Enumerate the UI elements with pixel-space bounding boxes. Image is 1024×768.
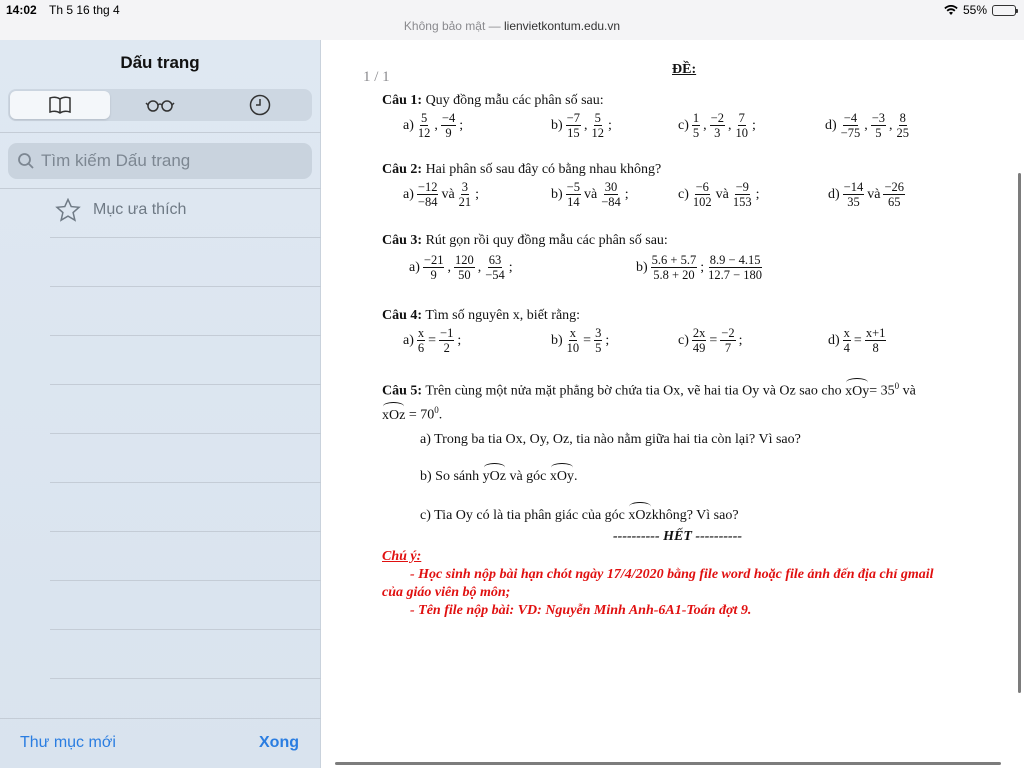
comma: , [889,117,893,133]
fraction-numerator: −4 [441,111,456,125]
end-marker: ---------- HẾT ---------- [613,529,743,544]
note-line-2: - Tên file nộp bài: VD: Nguyễn Minh Anh-6A1-Toán đợt 9. [410,603,752,618]
angle-yoz: yOz [482,469,506,484]
list-row-divider [50,531,321,532]
fraction-numerator: x [569,326,577,340]
status-bar [0,0,1024,20]
item-letter: c) [678,117,689,133]
fraction-denominator: 9 [445,126,452,140]
semicolon: ; [459,117,464,133]
q5-and: và [902,383,916,399]
fraction-numerator: 63 [488,253,502,267]
fraction-numerator: 5 [421,111,428,125]
fraction [843,180,865,209]
fraction [896,111,911,140]
q3-item-b [636,253,763,282]
q3-label: Câu 3: [382,233,423,248]
sidebar-segmented-control [8,89,312,121]
comma: , [583,117,588,133]
question-4 [382,308,580,324]
fraction-numerator: −5 [566,180,580,194]
fraction-numerator: x [843,326,850,340]
url-domain: lienvietkontum.edu.vn [504,19,621,33]
equals: = [709,332,718,348]
fraction-denominator: 49 [692,341,706,355]
item-letter: d) [828,332,840,348]
sidebar-title: Dấu trang [120,53,200,72]
comma: , [727,117,732,133]
new-folder-button[interactable]: Thư mục mới [20,734,116,751]
fraction [692,326,707,355]
battery-icon [992,5,1016,16]
fraction-denominator: 5.8 + 20 [653,268,695,282]
fraction [883,180,905,209]
fraction-denominator: 102 [692,195,712,209]
fraction-denominator: 9 [430,268,437,282]
status-date: Th 5 16 thg 4 [49,3,120,17]
q5-part-c [420,508,739,524]
q2-item [678,180,760,209]
fraction-denominator: 4 [843,341,850,355]
fraction [871,111,886,140]
bookmark-search[interactable] [8,143,312,179]
list-row-divider [50,580,321,581]
q1-item [403,111,463,140]
fraction-numerator: 120 [454,253,474,267]
fraction-denominator: 50 [458,268,471,282]
horizontal-scrollbar[interactable] [335,762,1001,765]
fraction-numerator: 1 [692,111,700,125]
q1-item [678,111,756,140]
angle-xoz-value: = 70 [408,407,435,423]
fraction [484,253,506,282]
fraction-denominator: 7 [724,341,732,355]
q4-item [828,326,886,355]
fraction-denominator: 15 [567,126,580,140]
fraction-numerator: 2x [692,326,706,340]
page-counter: 1 / 1 [363,69,390,85]
angle-xoy: xOy [845,383,870,399]
fraction [692,180,713,209]
sidebar-divider [0,188,321,189]
fraction-denominator: 5 [692,126,700,140]
list-row-divider [50,335,321,336]
fraction-denominator: 5 [595,341,602,355]
fraction-numerator: −12 [417,180,438,194]
q1-text: Quy đồng mẫu các phân số sau: [425,93,604,108]
and-word: và [867,186,881,202]
comma: , [477,259,482,275]
fraction-denominator: 65 [887,195,901,209]
fraction-numerator: −9 [735,180,749,194]
fraction [600,180,622,209]
q5b-mid: và góc [509,469,547,484]
list-row-divider [50,482,321,483]
fraction-numerator: −7 [566,111,580,125]
fraction [566,326,581,355]
q5-part-b: b) So sánh yOz và góc xOy. [420,469,578,484]
question-5-cont: xOz = $70^0$. [382,405,443,423]
q5-label: Câu 5: [382,383,423,399]
item-letter: d) [825,117,837,133]
battery-percent: 55% [962,3,987,17]
fraction-denominator: 35 [847,195,860,209]
item-letter: c) [678,332,689,348]
list-row-divider [50,384,321,385]
clock-icon [249,94,271,116]
fraction [590,111,605,140]
fraction-numerator: −4 [843,111,858,125]
q1-label: Câu 1: [382,93,423,108]
fraction-numerator: 3 [595,326,602,340]
wifi-icon [944,5,958,16]
done-button[interactable]: Xong [259,734,299,751]
fraction-denominator: 8 [872,341,879,355]
fraction [840,111,862,140]
q2-label: Câu 2: [382,162,423,177]
item-letter: a) [403,332,414,348]
q5-part-a: a) Trong ba tia Ox, Oy, Oz, tia nào nằm giữa hai tia còn lại? Vì sao? [420,432,801,447]
fraction-numerator: 8 [899,111,906,125]
book-icon [48,95,72,115]
fraction-denominator: 14 [567,195,580,209]
semicolon: ; [457,332,462,348]
q2-text: Hai phân số sau đây có bằng nhau không? [425,162,662,177]
list-row-divider [50,678,321,679]
fraction-numerator: −2 [721,326,735,340]
fraction-numerator: −6 [695,180,709,194]
fraction-numerator: x [417,326,425,340]
vertical-scrollbar[interactable] [1018,173,1021,693]
comma: , [434,117,438,133]
semicolon: ; [475,186,480,202]
fraction-denominator: 6 [417,341,425,355]
question-5 [382,381,916,400]
equals: = [853,332,862,348]
degree-sign: 0 [894,381,900,391]
fraction [441,111,456,140]
fraction [707,253,763,282]
sidebar-divider [0,132,321,133]
fraction [458,180,473,209]
fraction-denominator: 12 [591,126,604,140]
note-title: Chú ý: [382,549,422,564]
fraction [454,253,475,282]
fraction [692,111,700,140]
tab-reading-list[interactable] [110,91,210,119]
fraction [417,326,425,355]
fraction-denominator: 12 [417,126,431,140]
equals: = [583,332,592,348]
q5b-pre: b) So sánh [420,469,480,484]
q3-text: Rút gọn rồi quy đồng mẫu các phân số sau: [425,233,668,248]
q5-text: Trên cùng một nửa mặt phẳng bờ chứa tia Ox, vẽ hai tia Oy và Oz sao cho [425,383,842,399]
q4-label: Câu 4: [382,308,423,323]
semicolon: ; [605,332,610,348]
semicolon: ; [700,259,705,275]
q2-item [828,180,905,209]
comma: , [864,117,868,133]
q4-text: Tìm số nguyên x, biết rằng: [425,308,581,323]
fraction-denominator: 21 [458,195,472,209]
fraction-denominator: 25 [896,126,910,140]
exam-heading: ĐỀ: [672,62,697,77]
fraction [439,326,454,355]
degree-sign: 0 [434,405,439,415]
sidebar-footer [0,718,321,768]
item-letter: a) [403,186,414,202]
fraction [594,326,602,355]
q5c-post: không? Vì sao? [651,508,739,523]
status-time: 14:02 [6,3,37,17]
fraction [720,326,735,355]
list-row-divider [50,286,321,287]
q4-item [403,326,461,355]
fraction [865,326,887,355]
fraction-numerator: −14 [843,180,864,194]
fraction-denominator: −75 [840,126,861,140]
glasses-icon [145,97,175,113]
semicolon: ; [607,117,612,133]
angle-xoy-value: = 35 [869,383,895,399]
q5c-pre: c) Tia Oy có là tia phân giác của góc [420,508,625,523]
fraction [734,111,749,140]
item-letter: c) [678,186,689,202]
item-letter: b) [551,186,563,202]
fraction-numerator: x+1 [865,326,886,340]
fraction-numerator: 3 [461,180,469,194]
fraction [417,111,432,140]
q1-item [825,111,910,140]
fraction-denominator: 12.7 − 180 [708,268,763,282]
note-line-1-cont: của giáo viên bộ môn; [382,585,511,600]
q1-item [551,111,612,140]
url-bar[interactable] [0,18,1024,40]
status-right [944,3,1016,17]
fraction-numerator: 30 [604,180,618,194]
list-row-divider [50,237,321,238]
angle-xoz: xOz [382,407,406,423]
fraction-denominator: −84 [417,195,438,209]
fraction [566,111,581,140]
angle-xoz-c: xOz [628,508,652,523]
fraction-numerator: 5 [594,111,601,125]
item-letter: a) [403,117,414,133]
bookmarks-sidebar [0,40,321,768]
fraction-numerator: −26 [884,180,905,194]
item-letter: b) [551,332,563,348]
favorites-label: Mục ưa thích [93,201,187,218]
angle-xoy-b: xOy [549,469,575,484]
semicolon: ; [624,186,629,202]
fraction-numerator: −3 [871,111,886,125]
fraction-denominator: 3 [714,126,721,140]
semicolon: ; [508,259,513,275]
semicolon: ; [755,186,760,202]
search-input[interactable] [41,151,301,171]
pdf-document-view[interactable] [321,40,1024,768]
favorites-item[interactable] [55,198,186,222]
tab-history[interactable] [210,91,310,119]
fraction-numerator: −1 [440,326,454,340]
search-icon [17,152,35,170]
q3-item-a [409,253,513,282]
note-line-1: - Học sinh nộp bài hạn chót ngày 17/4/2020 bằng file word hoặc file ảnh đến địa chỉ gmail [410,567,934,582]
fraction-denominator: 2 [443,341,450,355]
item-letter: a) [409,259,420,275]
fraction-denominator: 10 [566,341,580,355]
question-1 [382,93,604,109]
semicolon: ; [738,332,743,348]
fraction-numerator: 5.6 + 5.7 [651,253,697,267]
fraction [417,180,439,209]
and-word: và [441,186,455,202]
list-row-divider [50,433,321,434]
star-icon [55,198,81,222]
q4-item [678,326,743,355]
item-letter: d) [828,186,840,202]
q4-item [551,326,609,355]
fraction-numerator: −21 [423,253,444,267]
equals: = [428,332,437,348]
question-3 [382,233,668,249]
fraction-numerator: 7 [738,111,745,125]
comma: , [703,117,707,133]
fraction-denominator: 153 [732,195,752,209]
fraction [843,326,851,355]
fraction-numerator: −2 [710,111,724,125]
item-letter: b) [636,259,648,275]
fraction-denominator: −54 [485,268,505,282]
fraction-denominator: 5 [875,126,882,140]
comma: , [447,259,451,275]
q2-item [403,180,479,209]
tab-bookmarks[interactable] [10,91,110,119]
semicolon: ; [751,117,756,133]
fraction [651,253,698,282]
fraction-denominator: 10 [735,126,748,140]
fraction [710,111,725,140]
fraction [732,180,753,209]
question-2 [382,162,661,178]
fraction [566,180,581,209]
and-word: và [715,186,729,202]
url-security-label: Không bảo mật — [403,19,501,33]
fraction [423,253,445,282]
item-letter: b) [551,117,563,133]
and-word: và [583,186,598,202]
list-row-divider [50,629,321,630]
q2-item [551,180,629,209]
fraction-numerator: 8.9 − 4.15 [709,253,761,267]
fraction-denominator: −84 [601,195,621,209]
